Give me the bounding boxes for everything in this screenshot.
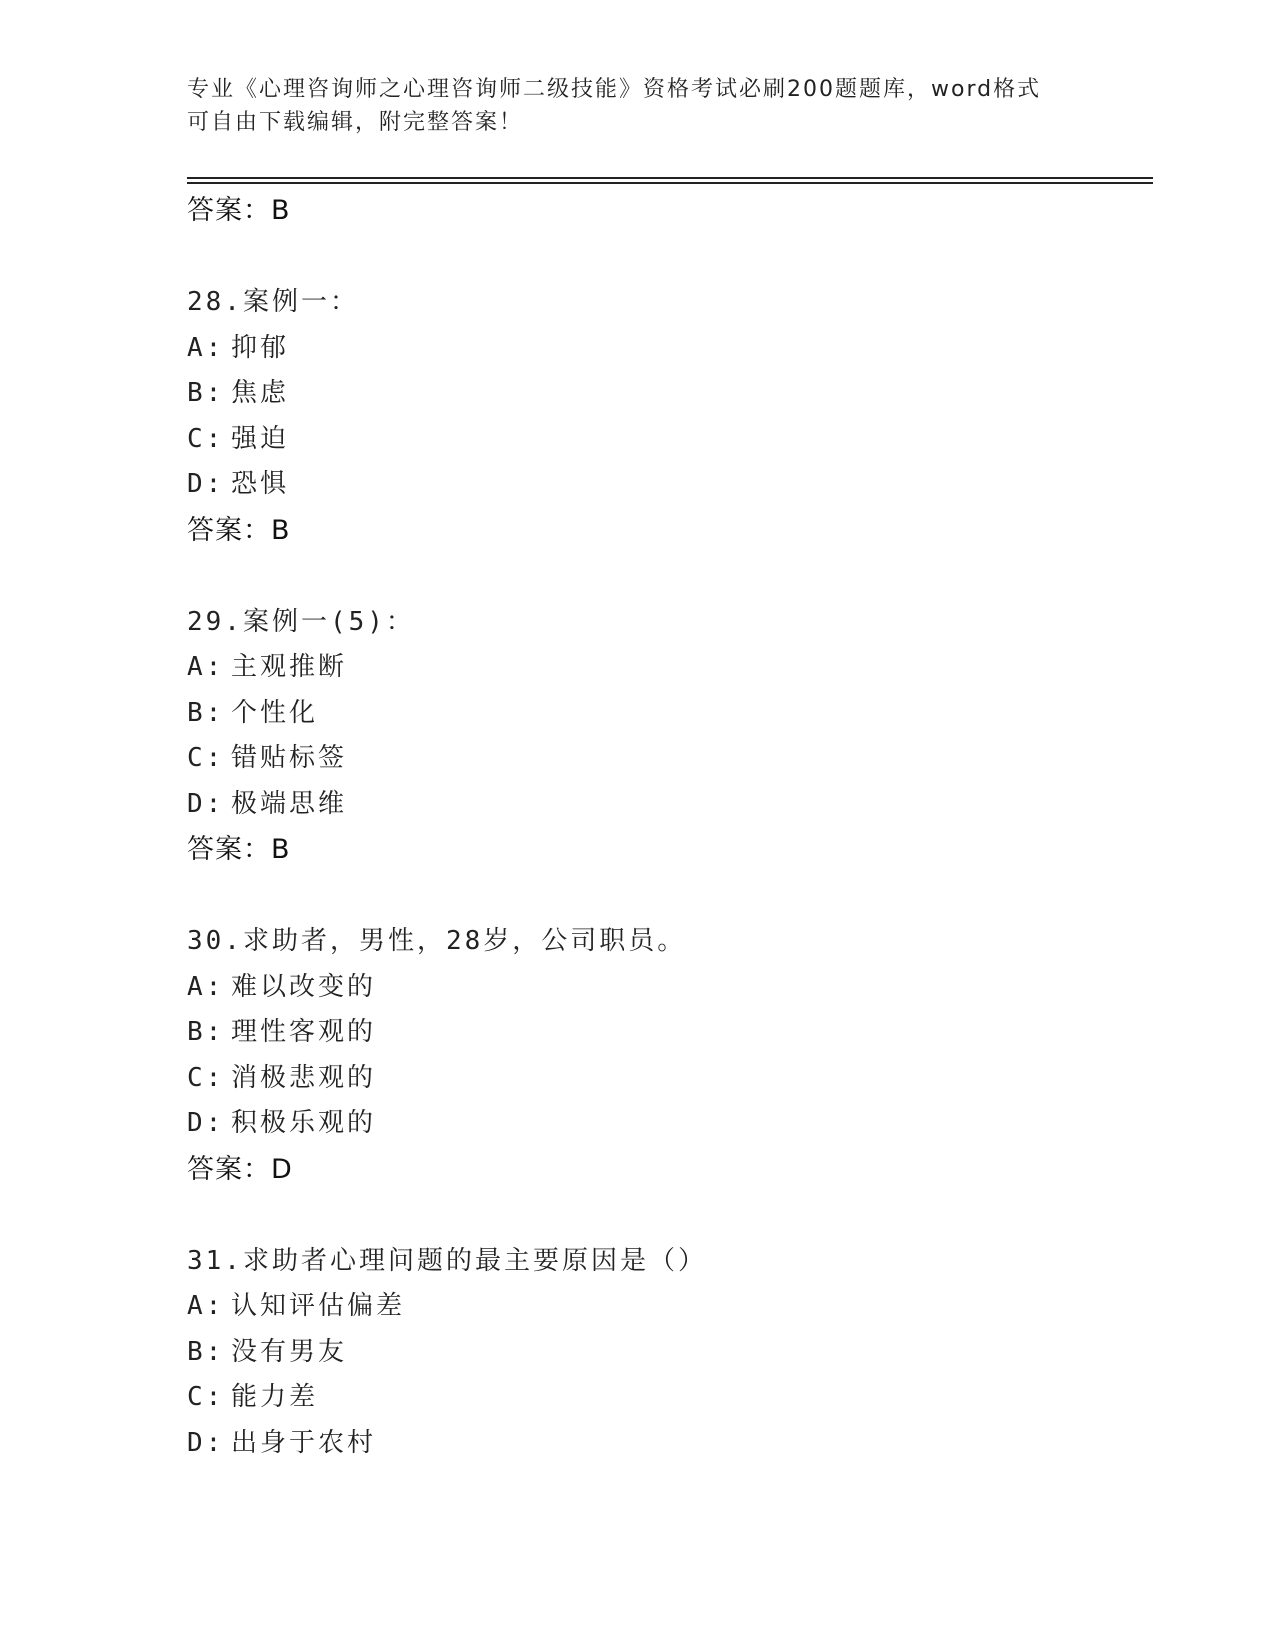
answer-line: 答案：B (187, 195, 291, 226)
option-d (187, 1421, 1147, 1467)
option-b (187, 1010, 1147, 1056)
question-28 (187, 280, 1147, 554)
option-text: 错贴标签 (231, 743, 348, 773)
question-31 (187, 1239, 1147, 1467)
option-letter: B: (187, 697, 225, 728)
option-d (187, 782, 1147, 828)
option-letter: B: (187, 1336, 225, 1367)
option-a (187, 1284, 1147, 1330)
answer-line: 答案：B (187, 514, 291, 546)
answer-line: 答案：B (187, 834, 291, 865)
option-letter: D: (187, 1108, 225, 1138)
document-header (187, 73, 1087, 139)
option-text: 极端思维 (231, 788, 348, 819)
question-title: 28.案例一： (187, 287, 359, 317)
option-letter: C: (187, 423, 225, 454)
option-letter: A: (187, 652, 225, 682)
option-text: 出身于农村 (231, 1427, 377, 1458)
option-b (187, 691, 1147, 737)
option-c (187, 736, 1147, 782)
option-letter: B: (187, 378, 225, 408)
option-text: 能力差 (231, 1382, 319, 1412)
question-title: 30.求助者，男性，28岁，公司职员。 (187, 926, 687, 956)
option-b (187, 1330, 1147, 1376)
option-letter: C: (187, 1062, 225, 1093)
option-letter: D: (187, 788, 225, 819)
option-text: 抑郁 (231, 332, 290, 363)
option-c (187, 1056, 1147, 1102)
option-text: 恐惧 (231, 469, 290, 499)
option-text: 认知评估偏差 (231, 1291, 406, 1321)
option-letter: A: (187, 971, 225, 1002)
question-title: 31.求助者心理问题的最主要原因是（） (187, 1245, 707, 1276)
option-letter: D: (187, 469, 225, 499)
option-d (187, 462, 1147, 508)
question-title: 29.案例一(5)： (187, 606, 415, 637)
option-letter: A: (187, 1291, 225, 1321)
option-text: 难以改变的 (231, 971, 377, 1002)
option-a (187, 645, 1147, 691)
option-text: 焦虑 (231, 378, 290, 408)
answer-line: 答案：D (187, 1153, 293, 1185)
option-text: 没有男友 (231, 1336, 348, 1367)
option-text: 个性化 (231, 697, 319, 728)
option-text: 消极悲观的 (231, 1062, 377, 1093)
option-text: 主观推断 (231, 652, 348, 682)
header-line-2: 可自由下载编辑，附完整答案！ (187, 110, 524, 135)
option-letter: D: (187, 1427, 225, 1458)
option-letter: C: (187, 1382, 225, 1412)
question-30 (187, 919, 1147, 1193)
option-text: 强迫 (231, 423, 290, 454)
option-b (187, 371, 1147, 417)
option-text: 积极乐观的 (231, 1108, 377, 1138)
option-letter: A: (187, 332, 225, 363)
option-letter: C: (187, 743, 225, 773)
option-text: 理性客观的 (231, 1017, 377, 1047)
option-a (187, 965, 1147, 1011)
option-a (187, 326, 1147, 372)
option-d (187, 1101, 1147, 1147)
question-list (187, 188, 1147, 1466)
header-divider-top (187, 177, 1153, 179)
question-29 (187, 600, 1147, 874)
header-line-1: 专业《心理咨询师之心理咨询师二级技能》资格考试必刷200题题库，word格式 (187, 77, 1042, 102)
option-letter: B: (187, 1017, 225, 1047)
option-c (187, 417, 1147, 463)
header-divider-bottom (187, 182, 1153, 184)
option-c (187, 1375, 1147, 1421)
